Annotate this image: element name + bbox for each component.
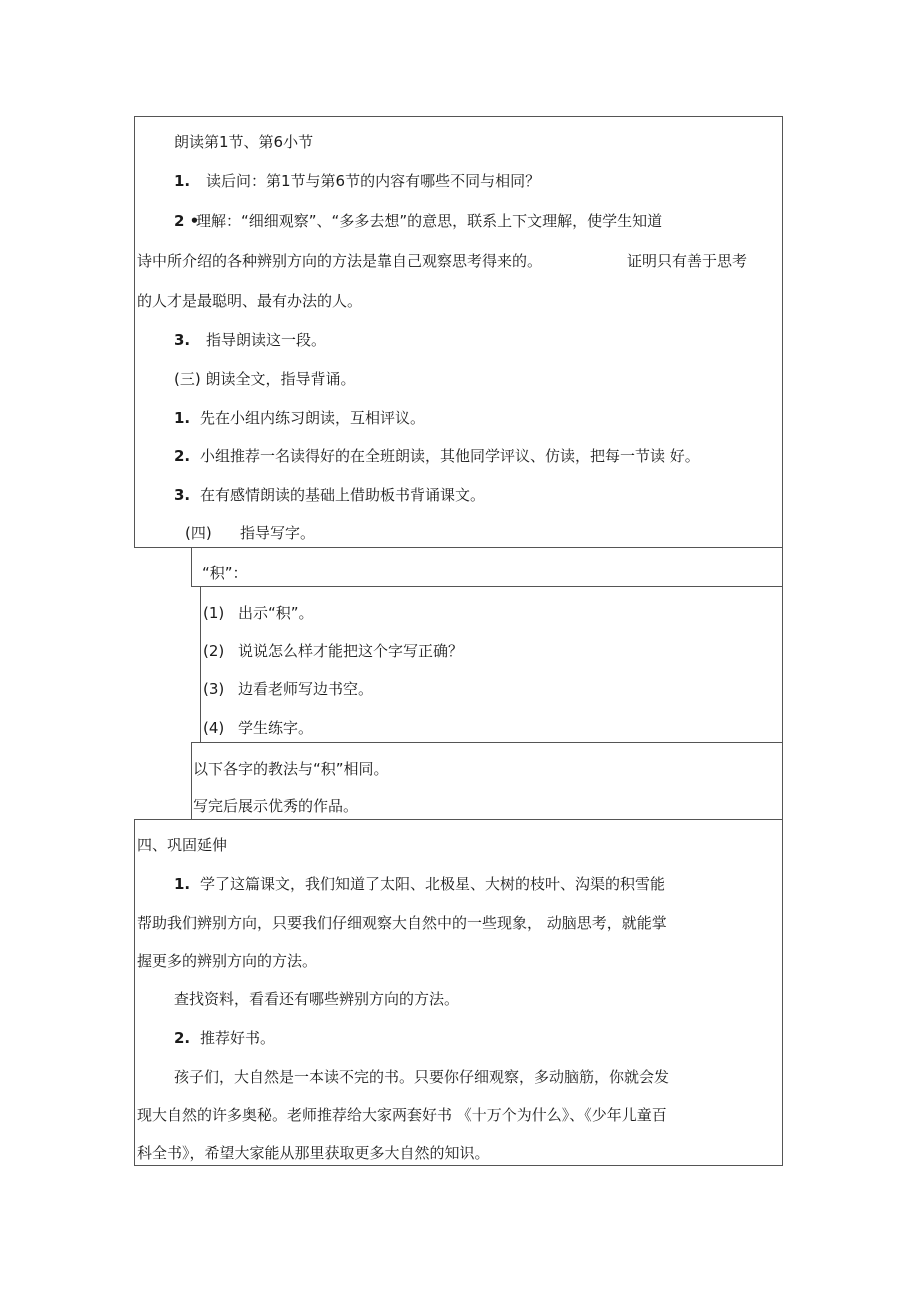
section4-heading: 四、巩固延伸 — [137, 836, 228, 854]
item-text: 诗中所介绍的各种辨别方向的方法是靠自己观察思考得来的。 — [137, 252, 543, 270]
item-text: 握更多的辨别方向的方法。 — [137, 952, 318, 970]
item-text: 帮助我们辨别方向，只要我们仔细观察大自然中的一些现象， 动脑思考，就能掌 — [137, 914, 667, 932]
item-number: 1. — [174, 172, 191, 190]
step-number: (3) — [203, 680, 225, 698]
step-text: 出示“积”。 — [238, 604, 314, 622]
item-number: 2. — [174, 447, 191, 465]
item-text: 查找资料，看看还有哪些辨别方向的方法。 — [174, 990, 460, 1008]
paragraph-text: 孩子们，大自然是一本读不完的书。只要你仔细观察，多动脑筋，你就会发 — [174, 1068, 670, 1086]
item-text: 证明只有善于思考 — [627, 252, 748, 270]
section3-intro: 朗读第1节、第6小节 — [174, 133, 314, 151]
part4-text: 指导写字。 — [240, 524, 316, 542]
writing-note: 以下各字的教法与“积”相同。 — [193, 760, 389, 778]
char-label-cell — [191, 547, 783, 587]
paragraph-text: 科全书》，希望大家能从那里获取更多大自然的知识。 — [137, 1144, 490, 1162]
step-number: (2) — [203, 642, 225, 660]
char-label: “积”： — [202, 564, 248, 582]
step-number: (4) — [203, 719, 225, 737]
item-text: 的人才是最聪明、最有办法的人。 — [137, 292, 363, 310]
step-text: 边看老师写边书空。 — [238, 680, 374, 698]
item-text: 推荐好书。 — [200, 1029, 276, 1047]
item-text: 读后问：第1节与第6节的内容有哪些不同与相同？ — [206, 172, 541, 190]
part4-label: (四) — [185, 524, 212, 542]
item-number: 3. — [174, 331, 191, 349]
paragraph-text: 现大自然的许多奥秘。老师推荐给大家两套好书 《十万个为什么》、《少年儿童百 — [137, 1106, 667, 1124]
step-text: 学生练字。 — [238, 719, 314, 737]
writing-note: 写完后展示优秀的作品。 — [193, 797, 359, 815]
item-text: 指导朗读这一段。 — [206, 331, 327, 349]
item-number: 2. — [174, 1029, 191, 1047]
item-number: 1. — [174, 409, 191, 427]
part3-heading: (三) 朗读全文，指导背诵。 — [174, 370, 356, 388]
item-number: 2 • — [174, 212, 200, 230]
item-number: 3. — [174, 486, 191, 504]
item-text: 小组推荐一名读得好的在全班朗读，其他同学评议、仿读，把每一节读 好。 — [200, 447, 700, 465]
item-text: 学了这篇课文，我们知道了太阳、北极星、大树的枝叶、沟渠的积雪能 — [200, 875, 666, 893]
item-text: 在有感情朗读的基础上借助板书背诵课文。 — [200, 486, 486, 504]
item-number: 1. — [174, 875, 191, 893]
item-text: 先在小组内练习朗读，互相评议。 — [200, 409, 426, 427]
item-text: 理解：“细细观察”、“多多去想”的意思，联系上下文理解，使学生知道 — [196, 212, 663, 230]
step-text: 说说怎么样才能把这个字写正确？ — [238, 642, 464, 660]
step-number: (1) — [203, 604, 225, 622]
